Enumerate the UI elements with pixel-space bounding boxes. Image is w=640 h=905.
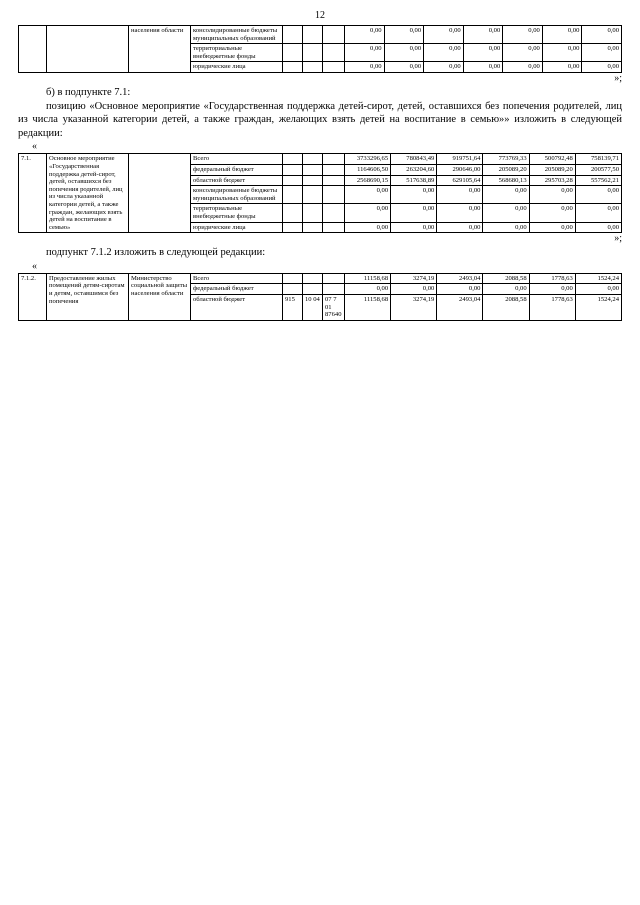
value-cell: 205089,20 [483, 165, 529, 176]
source-label: областной бюджет [191, 175, 283, 186]
value-cell: 0,00 [529, 284, 575, 295]
value-cell: 0,00 [483, 222, 529, 233]
value-cell: 0,00 [391, 186, 437, 204]
executor-cell [129, 154, 191, 233]
value-cell: 0,00 [424, 44, 464, 62]
value-cell: 0,00 [503, 26, 543, 44]
value-cell: 0,00 [384, 62, 424, 73]
table-top [18, 25, 622, 73]
value-cell: 0,00 [483, 204, 529, 222]
end-mark-71: »; [614, 233, 622, 245]
end-mark-top: »; [614, 72, 622, 84]
value-cell: 0,00 [529, 222, 575, 233]
value-cell: 0,00 [503, 62, 543, 73]
value-cell: 0,00 [437, 204, 483, 222]
value-cell: 1778,63 [529, 273, 575, 284]
value-cell: 295703,28 [529, 175, 575, 186]
value-cell: 263204,60 [391, 165, 437, 176]
value-cell: 0,00 [463, 26, 503, 44]
value-cell: 780843,49 [391, 154, 437, 165]
value-cell: 0,00 [424, 62, 464, 73]
code-cell [323, 44, 345, 62]
code-cell [323, 284, 345, 295]
value-cell: 0,00 [582, 26, 622, 44]
value-cell: 1524,24 [575, 295, 621, 321]
value-cell: 0,00 [345, 186, 391, 204]
value-cell: 205089,20 [529, 165, 575, 176]
value-cell: 0,00 [582, 44, 622, 62]
code-cell [303, 204, 323, 222]
executor-cell: Министерство социальной защиты населения области [129, 273, 191, 320]
code-cell [283, 186, 303, 204]
num-cell [19, 26, 47, 73]
value-cell: 919751,64 [437, 154, 483, 165]
code-cell [303, 273, 323, 284]
value-cell: 0,00 [575, 186, 621, 204]
page-number: 12 [315, 10, 325, 21]
value-cell: 0,00 [437, 186, 483, 204]
code-cell [283, 26, 303, 44]
value-cell: 773769,33 [483, 154, 529, 165]
source-label: консолидированные бюджеты муниципальных образований [191, 26, 283, 44]
value-cell: 0,00 [437, 222, 483, 233]
table-row [19, 273, 622, 284]
num-cell: 7.1.2. [19, 273, 47, 320]
code-cell [303, 26, 323, 44]
value-cell: 0,00 [529, 204, 575, 222]
value-cell: 0,00 [529, 186, 575, 204]
value-cell: 0,00 [424, 26, 464, 44]
code-cell [283, 273, 303, 284]
value-cell: 0,00 [384, 26, 424, 44]
code-cell [303, 175, 323, 186]
value-cell: 200577,50 [575, 165, 621, 176]
code-cell [323, 175, 345, 186]
value-cell: 0,00 [345, 44, 385, 62]
code-cell [303, 284, 323, 295]
source-label: Всего [191, 154, 283, 165]
value-cell: 11158,68 [345, 273, 391, 284]
name-cell: Основное мероприятие «Государственная поддержка детей-сирот, детей, оставшихся без попечения родителей, лиц из числа указанной категории детей, а также граждан, желающих взять детей на воспитание в семью» [47, 154, 129, 233]
code-cell [323, 165, 345, 176]
code-cell [303, 44, 323, 62]
value-cell: 0,00 [391, 284, 437, 295]
value-cell: 629105,64 [437, 175, 483, 186]
source-label: юридические лица [191, 62, 283, 73]
value-cell: 0,00 [542, 62, 582, 73]
code-cell [303, 62, 323, 73]
code-cell [283, 62, 303, 73]
code-cell [323, 204, 345, 222]
value-cell: 1524,24 [575, 273, 621, 284]
value-cell: 0,00 [463, 44, 503, 62]
value-cell: 290646,00 [437, 165, 483, 176]
code-cell [283, 204, 303, 222]
executor-cell: населения области [129, 26, 191, 73]
source-label: федеральный бюджет [191, 165, 283, 176]
code-cell [303, 222, 323, 233]
value-cell: 3733296,65 [345, 154, 391, 165]
code-cell: 10 04 [303, 295, 323, 321]
value-cell: 0,00 [575, 222, 621, 233]
source-label: Всего [191, 273, 283, 284]
value-cell: 0,00 [345, 26, 385, 44]
value-cell: 3274,19 [391, 273, 437, 284]
code-cell [283, 154, 303, 165]
code-cell [303, 186, 323, 204]
code-cell [283, 165, 303, 176]
para-b-text: позицию «Основное мероприятие «Государственная поддержка детей-сирот, детей, оставшихся без попечения родителей, лиц из числа указанной категории детей, а также граждан, желающих взять детей на воспитание в семью»» изложить в следующей редакции: [18, 100, 622, 139]
code-cell [283, 44, 303, 62]
source-label: консолидированные бюджеты муниципальных образований [191, 186, 283, 204]
value-cell: 0,00 [463, 62, 503, 73]
table-7-1-2 [18, 273, 622, 321]
value-cell: 0,00 [483, 284, 529, 295]
value-cell: 2568690,15 [345, 175, 391, 186]
value-cell: 2493,04 [437, 295, 483, 321]
code-cell [303, 154, 323, 165]
value-cell: 500792,48 [529, 154, 575, 165]
value-cell: 3274,19 [391, 295, 437, 321]
code-cell [323, 273, 345, 284]
code-cell [283, 222, 303, 233]
name-cell: Предоставление жилых помещений детям-сиротам и детям, оставшимся без попечения [47, 273, 129, 320]
value-cell: 0,00 [391, 204, 437, 222]
code-cell [283, 175, 303, 186]
value-cell: 0,00 [384, 44, 424, 62]
value-cell: 1778,63 [529, 295, 575, 321]
source-label: федеральный бюджет [191, 284, 283, 295]
value-cell: 0,00 [575, 204, 621, 222]
para-b-heading: б) в подпункте 7.1: [46, 86, 131, 98]
code-cell [323, 26, 345, 44]
code-cell: 915 [283, 295, 303, 321]
code-cell [303, 165, 323, 176]
value-cell: 11158,68 [345, 295, 391, 321]
code-cell: 07 7 01 87640 [323, 295, 345, 321]
value-cell: 0,00 [483, 186, 529, 204]
code-cell [323, 154, 345, 165]
value-cell: 0,00 [391, 222, 437, 233]
value-cell: 0,00 [542, 44, 582, 62]
value-cell: 0,00 [345, 284, 391, 295]
value-cell: 0,00 [345, 204, 391, 222]
open-quote-712: « [32, 260, 37, 272]
value-cell: 568680,13 [483, 175, 529, 186]
value-cell: 0,00 [437, 284, 483, 295]
source-label: территориальные внебюджетные фонды [191, 204, 283, 222]
num-cell: 7.1. [19, 154, 47, 233]
value-cell: 0,00 [503, 44, 543, 62]
code-cell [323, 62, 345, 73]
para-712-text: подпункт 7.1.2 изложить в следующей редакции: [46, 247, 266, 259]
code-cell [323, 222, 345, 233]
source-label: территориальные внебюджетные фонды [191, 44, 283, 62]
value-cell: 0,00 [345, 222, 391, 233]
table-7-1 [18, 153, 622, 233]
value-cell: 0,00 [575, 284, 621, 295]
value-cell: 557562,21 [575, 175, 621, 186]
table-row [19, 26, 622, 44]
source-label: областной бюджет [191, 295, 283, 321]
open-quote-71: « [32, 141, 37, 153]
value-cell: 0,00 [582, 62, 622, 73]
code-cell [323, 186, 345, 204]
name-cell [47, 26, 129, 73]
value-cell: 2088,58 [483, 273, 529, 284]
code-cell [283, 284, 303, 295]
source-label: юридические лица [191, 222, 283, 233]
value-cell: 758139,71 [575, 154, 621, 165]
value-cell: 517638,89 [391, 175, 437, 186]
value-cell: 0,00 [542, 26, 582, 44]
value-cell: 2493,04 [437, 273, 483, 284]
value-cell: 1164606,50 [345, 165, 391, 176]
value-cell: 0,00 [345, 62, 385, 73]
value-cell: 2088,58 [483, 295, 529, 321]
table-row [19, 154, 622, 165]
